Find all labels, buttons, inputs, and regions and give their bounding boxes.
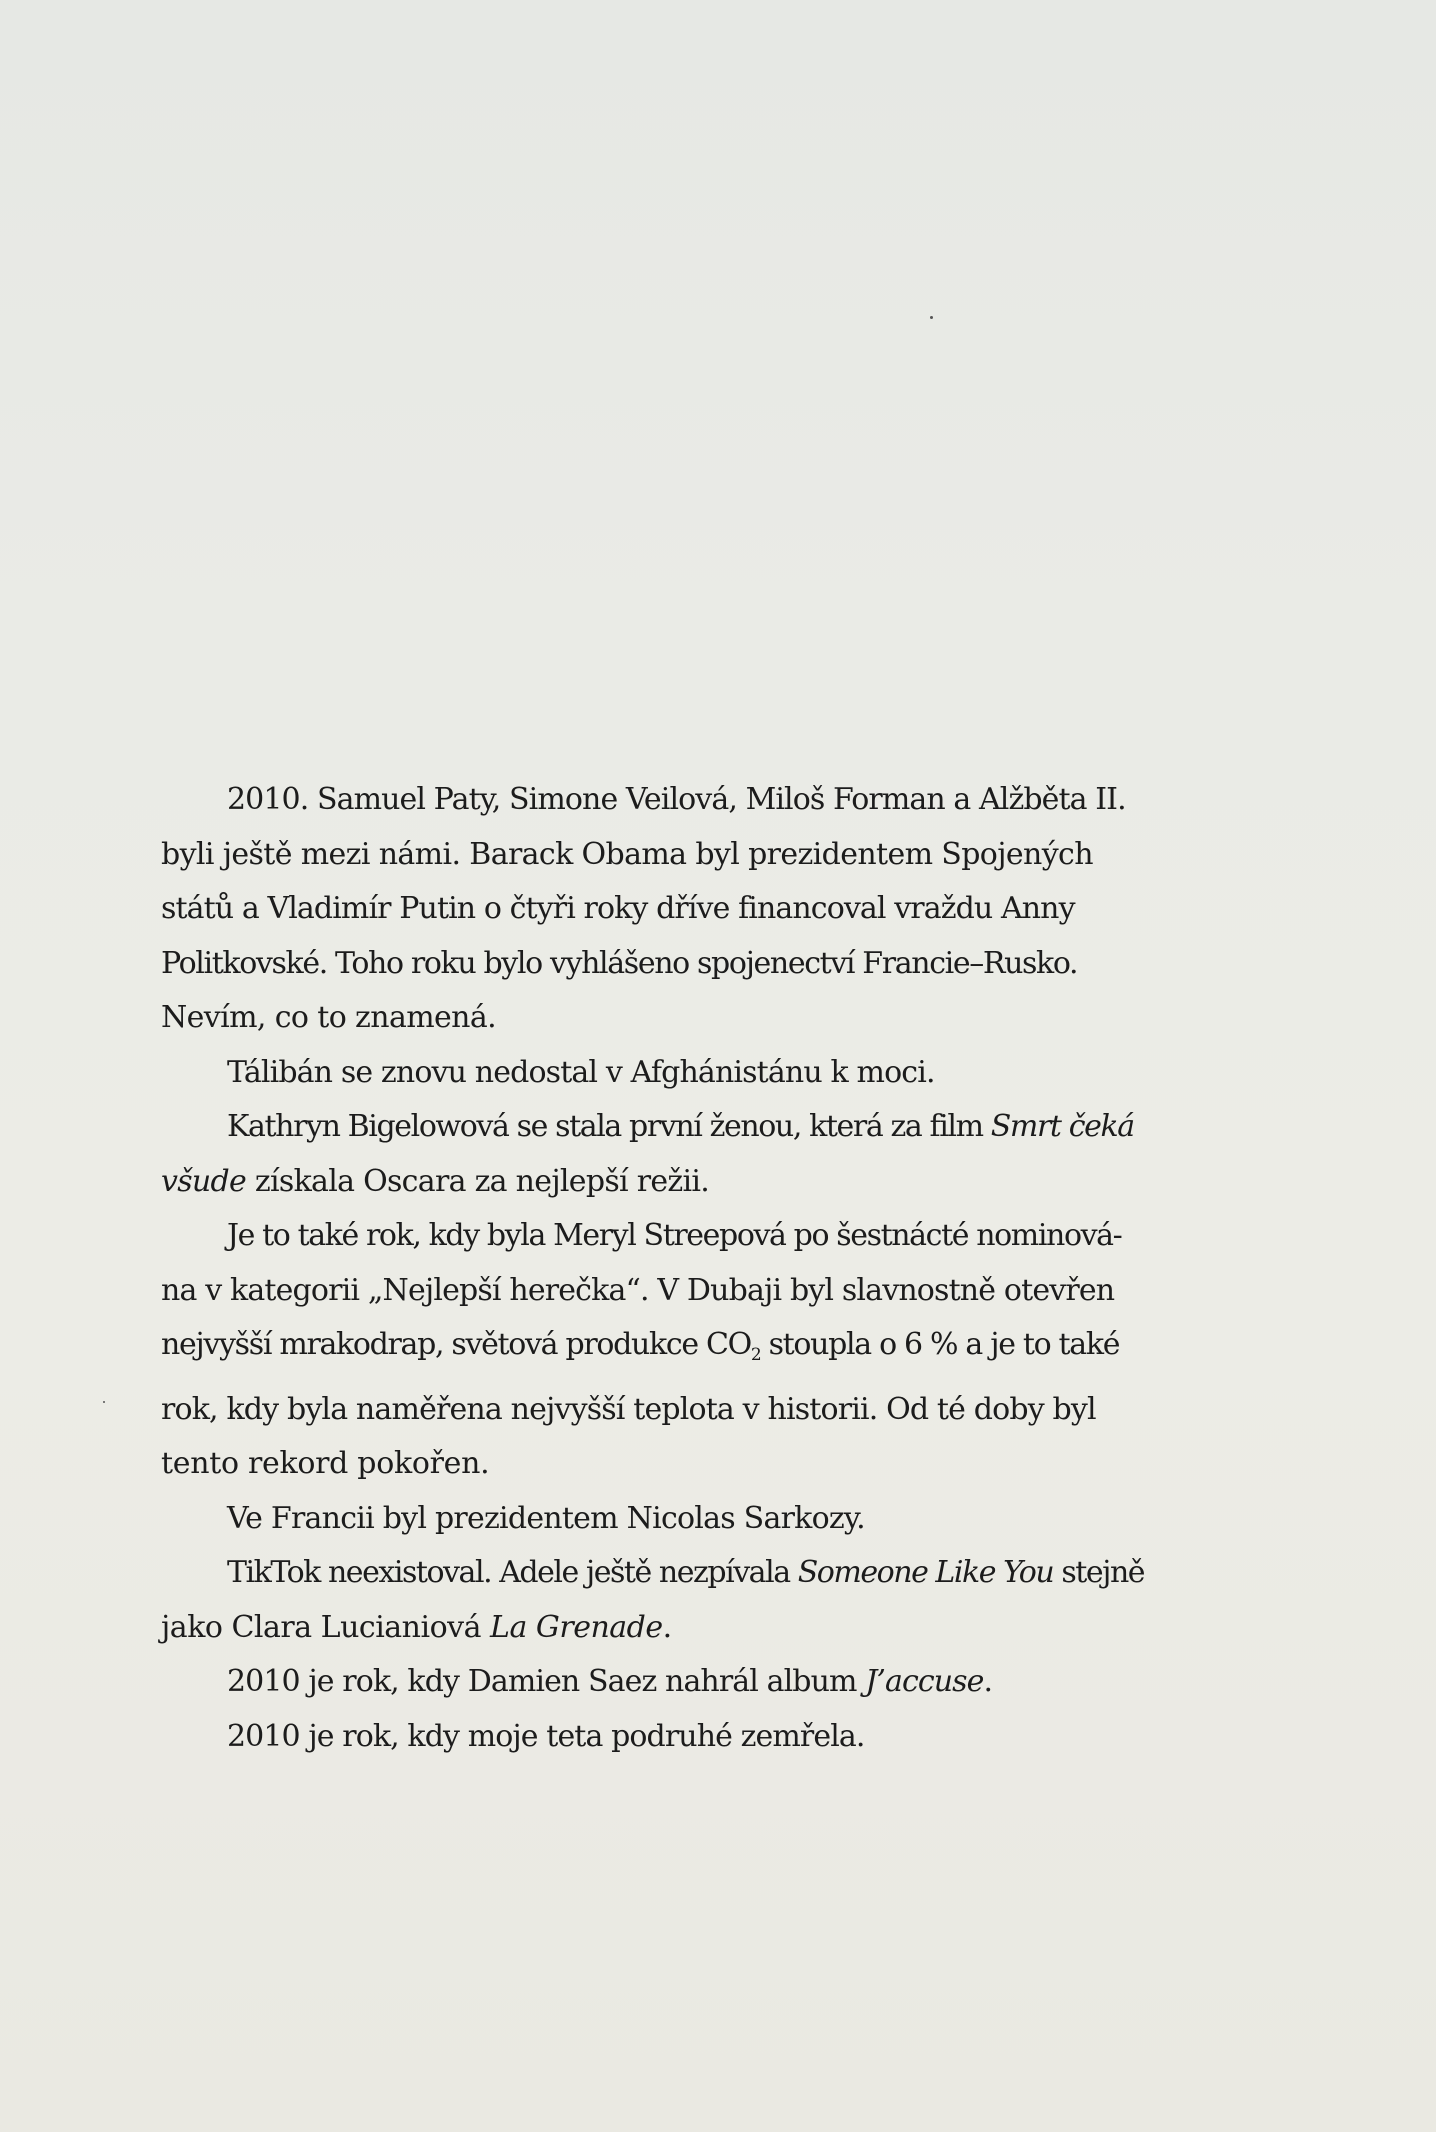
film-title: Smrt čeká <box>990 1109 1134 1144</box>
text-line: Tálibán se znovu nedostal v Afghánistánu k moci. <box>227 1054 935 1090</box>
text-line <box>161 1100 1253 1155</box>
song-title: Someone Like You <box>797 1555 1054 1590</box>
text-line: na v kategorii „Nejlepší herečka“. V Dubaji byl slavnostně otevřen <box>161 1272 1115 1308</box>
paragraph-6 <box>161 1546 1253 1655</box>
text-line <box>161 1318 1253 1383</box>
paragraph-2 <box>161 1046 1253 1101</box>
text-run: získala Oscara za nejlepší režii. <box>246 1163 710 1199</box>
paragraph-4 <box>161 1209 1253 1492</box>
text-line: států a Vladimír Putin o čtyři roky dříve financoval vraždu Anny <box>161 891 1075 926</box>
text-run: 2010 je rok, kdy Damien Saez nahrál album <box>227 1664 866 1699</box>
text-line <box>161 1546 1253 1601</box>
text-line: Ve Francii byl prezidentem Nicolas Sarkozy. <box>227 1500 865 1536</box>
text-line: Je to také rok, kdy byla Meryl Streepová po šestnácté nominová- <box>227 1218 1122 1253</box>
text-line: Nevím, co to znamená. <box>161 1000 497 1035</box>
text-line <box>161 1155 1253 1210</box>
text-run: TikTok neexistoval. Adele ještě nezpívala <box>227 1555 798 1590</box>
paper-speck <box>930 316 933 319</box>
paragraph-8 <box>161 1710 1253 1765</box>
paper-speck <box>103 1401 105 1403</box>
text-line: 2010. Samuel Paty, Simone Veilová, Miloš Forman a Alžběta II. <box>227 782 1126 817</box>
paragraph-7 <box>161 1655 1253 1710</box>
text-line <box>161 1655 1253 1710</box>
text-line: 2010 je rok, kdy moje teta podruhé zemřela. <box>227 1718 865 1754</box>
text-run: Kathryn Bigelowová se stala první ženou, která za film <box>227 1109 991 1144</box>
body-text <box>161 773 1253 1764</box>
text-line <box>161 1601 1253 1656</box>
text-run: stoupla o 6 % a je to také <box>760 1327 1120 1362</box>
text-line: byli ještě mezi námi. Barack Obama byl prezidentem Spojených <box>161 836 1093 872</box>
paragraph-3 <box>161 1100 1253 1209</box>
text-run: . <box>662 1609 672 1645</box>
text-line: tento rekord pokořen. <box>161 1446 490 1481</box>
text-line: rok, kdy byla naměřena nejvyšší teplota v historii. Od té doby byl <box>161 1391 1096 1427</box>
film-title: všude <box>161 1163 247 1199</box>
album-title: J’accuse <box>865 1664 984 1699</box>
subscript: 2 <box>750 1345 761 1365</box>
text-line: Politkovské. Toho roku bylo vyhlášeno spojenectví Francie–Rusko. <box>161 945 1078 981</box>
text-run: jako Clara Lucianiová <box>161 1609 491 1645</box>
text-run: . <box>983 1664 993 1699</box>
text-run: nejvyšší mrakodrap, světová produkce CO <box>161 1327 751 1362</box>
paragraph-1 <box>161 773 1253 1046</box>
paragraph-5 <box>161 1492 1253 1547</box>
text-run: stejně <box>1053 1555 1145 1590</box>
song-title: La Grenade <box>490 1609 663 1645</box>
